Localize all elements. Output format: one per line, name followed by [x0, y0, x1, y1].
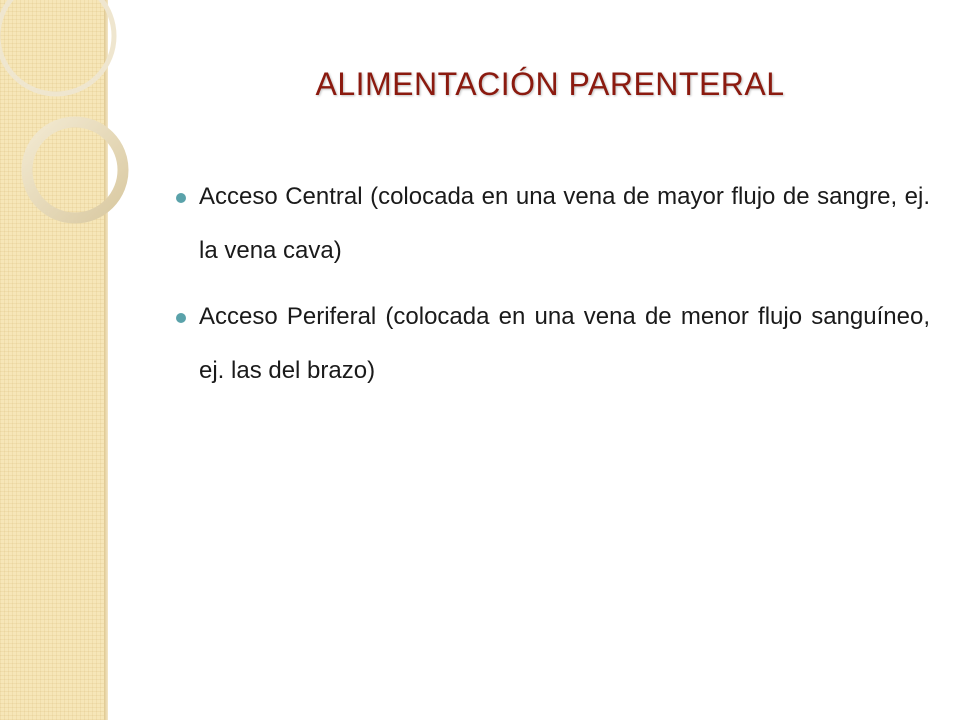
- bullet-icon: [176, 313, 186, 323]
- bullet-text: Acceso Central (colocada en una vena de mayor flujo de sangre, ej. la vena cava): [199, 183, 930, 264]
- bullet-list: [175, 170, 930, 410]
- slide-title: ALIMENTACIÓN PARENTERAL: [315, 66, 785, 102]
- decorative-ring-large: [0, 0, 114, 94]
- list-item: [175, 170, 930, 278]
- bullet-icon: [176, 193, 186, 203]
- bullet-text: Acceso Periferal (colocada en una vena de menor flujo sanguíneo, ej. las del brazo): [199, 303, 930, 384]
- list-item: [175, 290, 930, 398]
- decorative-ring-small: [27, 122, 123, 218]
